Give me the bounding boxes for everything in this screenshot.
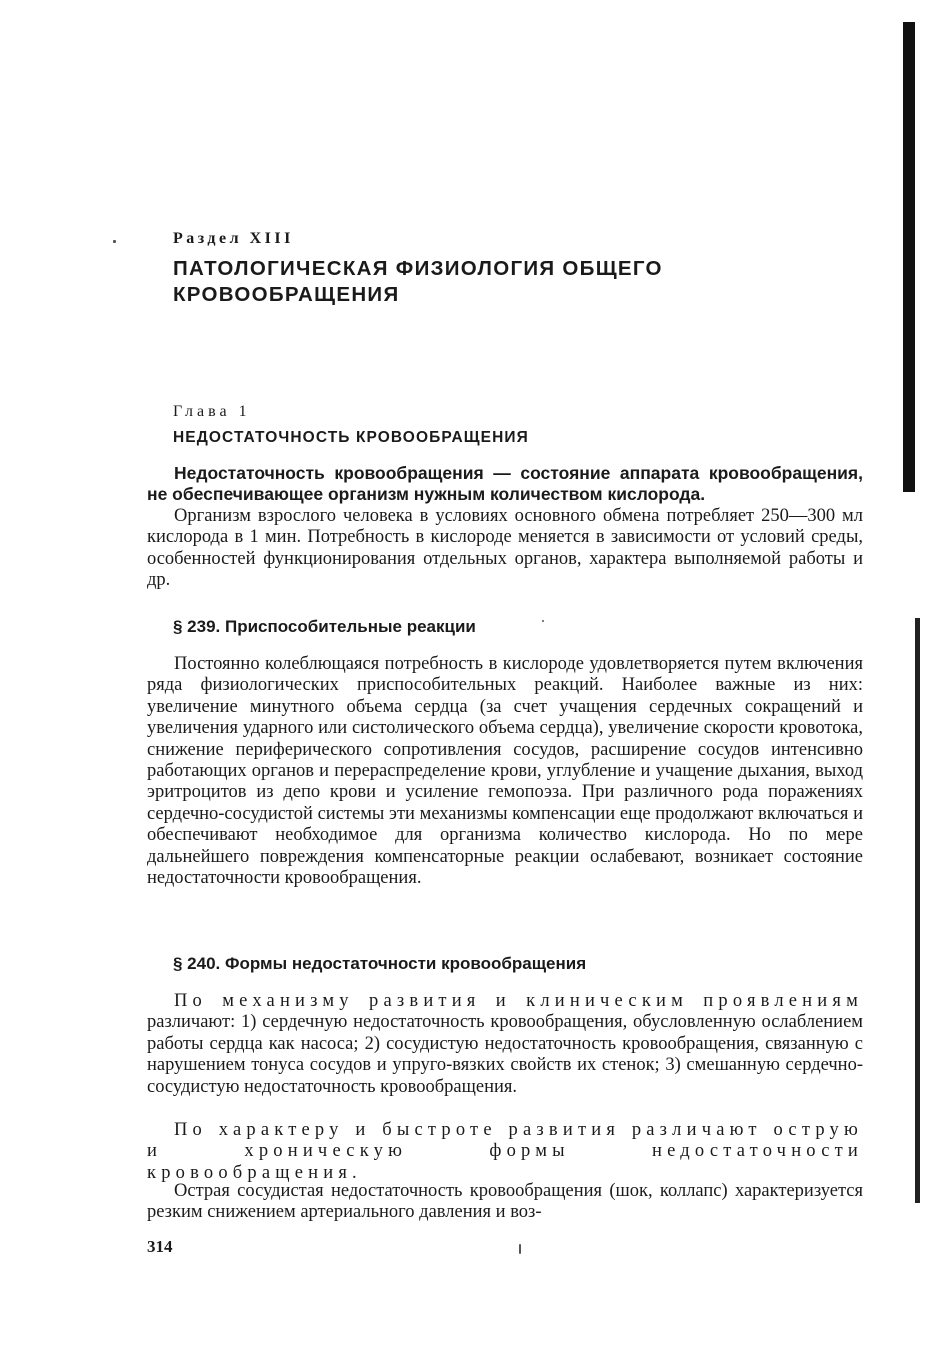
scan-speck bbox=[542, 620, 544, 622]
scan-speck bbox=[113, 240, 116, 243]
section-title: ПАТОЛОГИЧЕСКАЯ ФИЗИОЛОГИЯ ОБЩЕГО КРОВООБРАЩЕНИЯ bbox=[173, 257, 663, 306]
paragraph-240-text-3: Острая сосудистая недостаточность кровообращения (шок, коллапс) характеризуется резким снижением артериального давления и воз- bbox=[147, 1181, 863, 1223]
intro-paragraph: Организм взрослого человека в условиях основного обмена потребляет 250—300 мл кислорода в 1 мин. Потребность в кислороде меняется в зависимости от условий среды, особенностей функционирования отдельных органов, характера выполняемой работы и др. bbox=[147, 506, 863, 591]
paragraph-240-heading: § 240. Формы недостаточности кровообращения bbox=[173, 954, 587, 973]
section-kicker: Раздел XIII bbox=[173, 230, 294, 247]
page-number: 314 bbox=[147, 1237, 173, 1256]
paragraph-239-text: Постоянно колеблющаяся потребность в кислороде удовлетворяется путем включения ряда физиологических приспособительных реакций. Наиболее важные из них: увеличение минутного объема сердца (за счет учащения сердечных сокращений и увеличения ударного или систолического объема сердца), увеличение скорости кровотока, снижение периферического сопротивления сосудов, расширение сосудов интенсивно работающих органов и перераспределение крови, углубление и учащение дыхания, выход эритроцитов из депо крови и усиление гемопоэза. При различного рода поражениях сердечно-сосудистой системы эти механизмы компенсации еще продолжают включаться и обеспечивают необходимое для организма количество кислорода. Но по мере дальнейшего повреждения компенсаторные реакции ослабевают, возникает состояние недостаточности кровообращения. bbox=[147, 654, 863, 889]
emphasis-spaced: По механизму развития и клиническим проявлениям bbox=[174, 991, 863, 1011]
scan-speck bbox=[519, 1244, 521, 1254]
scan-edge-mark-top bbox=[903, 22, 915, 492]
chapter-kicker: Глава 1 bbox=[173, 403, 251, 420]
paragraph-240-text-1: По механизму развития и клиническим проявлениям различают: 1) сердечную недостаточность кровообращения, обусловленную ослаблением работы сердца как насоса; 2) сосудистую недостаточность кровообращения, связанную с нарушением тонуса сосудов и упруго-вязких свойств их стенок; 3) смешанную сердечно-сосудистую недостаточность кровообращения. bbox=[147, 991, 863, 1097]
scan-edge-mark-bottom bbox=[915, 618, 920, 1203]
paragraph-239-heading: § 239. Приспособительные реакции bbox=[173, 617, 476, 636]
paragraph-240-text-2: По характеру и быстроте развития различают острую и хроническую формы недостаточности кровообращения. bbox=[147, 1120, 864, 1183]
definition-paragraph: Недостаточность кровообращения — состояние аппарата кровообращения, не обеспечивающее организм нужным количеством кислорода. bbox=[147, 463, 863, 505]
chapter-title: НЕДОСТАТОЧНОСТЬ КРОВООБРАЩЕНИЯ bbox=[173, 429, 529, 446]
